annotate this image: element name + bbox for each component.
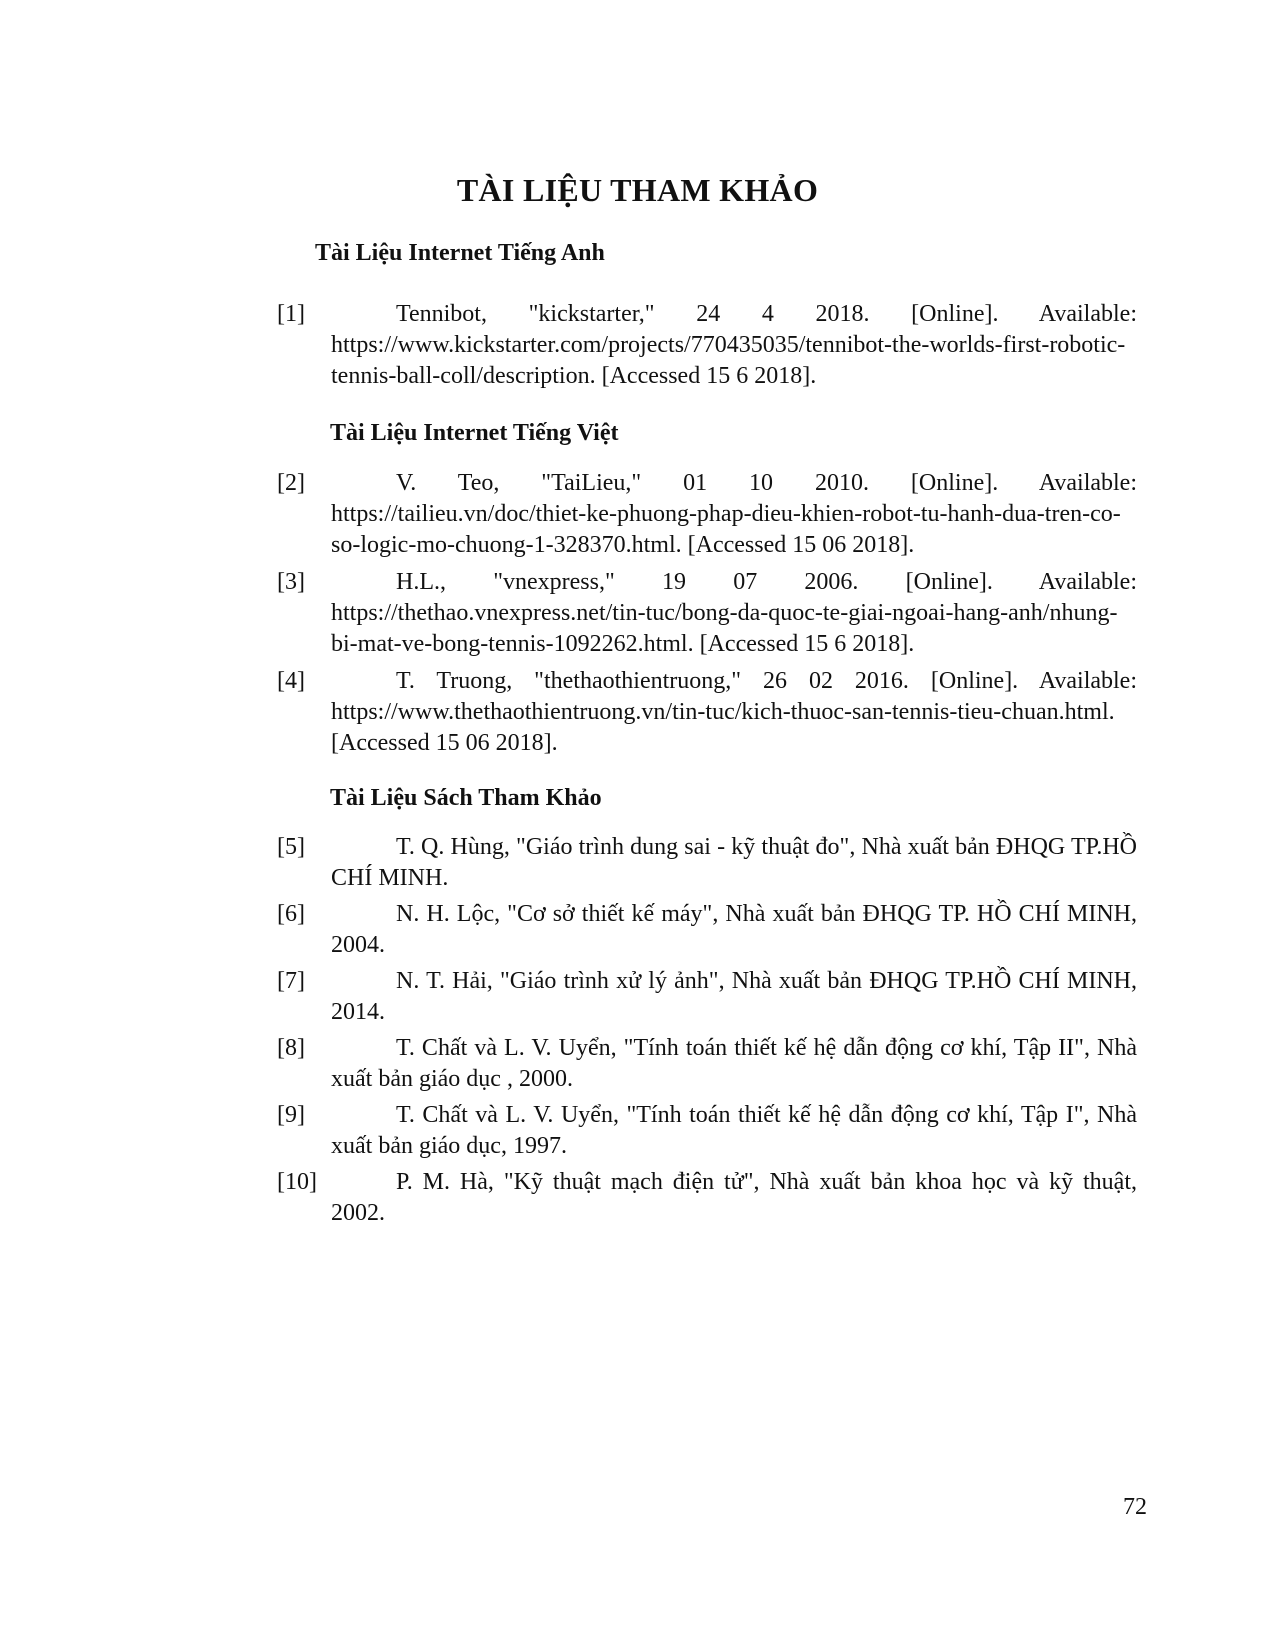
reference-text: T. Chất và L. V. Uyển, "Tính toán thiết kế hệ dẫn động cơ khí, Tập II", Nhà xuất bản giáo dục , 2000. (331, 1035, 1137, 1092)
section-heading-reference-books: Tài Liệu Sách Tham Khảo (330, 785, 602, 811)
reference-number: [2] (277, 470, 305, 496)
reference-number: [8] (277, 1035, 305, 1061)
reference-item (277, 299, 1137, 392)
page-title: TÀI LIỆU THAM KHẢO (456, 172, 819, 208)
section-heading-internet-vietnamese: Tài Liệu Internet Tiếng Việt (330, 420, 619, 446)
reference-item (277, 1033, 1137, 1095)
reference-text: T. Chất và L. V. Uyển, "Tính toán thiết kế hệ dẫn động cơ khí, Tập I", Nhà xuất bản giáo dục, 1997. (331, 1102, 1137, 1159)
reference-item (277, 899, 1137, 961)
page-number: 72 (1123, 1494, 1147, 1520)
reference-text: V. Teo, "TaiLieu," 01 10 2010. [Online]. Available: https://tailieu.vn/doc/thiet-ke-phuong-phap-dieu-khien-robot-tu-hanh-dua-tren-co-so-logic-mo-chuong-1-328370.html. [Accessed 15 06 2018]. (331, 470, 1137, 558)
reference-number: [3] (277, 569, 305, 595)
section-heading-internet-english: Tài Liệu Internet Tiếng Anh (315, 240, 605, 266)
reference-item (277, 1167, 1137, 1229)
reference-number: [9] (277, 1102, 305, 1128)
reference-text: T. Truong, "thethaothientruong," 26 02 2016. [Online]. Available: https://www.thethaothientruong.vn/tin-tuc/kich-thuoc-san-tennis-tieu-chuan.html. [Accessed 15 06 2018]. (331, 668, 1137, 756)
reference-item (277, 1100, 1137, 1162)
reference-number: [4] (277, 668, 305, 694)
reference-number: [7] (277, 968, 305, 994)
reference-text: N. H. Lộc, "Cơ sở thiết kế máy", Nhà xuất bản ĐHQG TP. HỒ CHÍ MINH, 2004. (331, 901, 1137, 958)
reference-item (277, 832, 1137, 894)
reference-number: [10] (277, 1169, 317, 1195)
reference-text: T. Q. Hùng, "Giáo trình dung sai - kỹ thuật đo", Nhà xuất bản ĐHQG TP.HỒ CHÍ MINH. (331, 834, 1137, 891)
reference-item (277, 468, 1137, 561)
reference-number: [5] (277, 834, 305, 860)
reference-text: P. M. Hà, "Kỹ thuật mạch điện tử", Nhà xuất bản khoa học và kỹ thuật, 2002. (331, 1169, 1137, 1226)
reference-item (277, 966, 1137, 1028)
reference-text: Tennibot, "kickstarter," 24 4 2018. [Online]. Available: https://www.kickstarter.com/projects/770435035/tennibot-the-worlds-first-robotic-tennis-ball-coll/description. [Accessed 15 6 2018]. (331, 301, 1137, 389)
reference-text: N. T. Hải, "Giáo trình xử lý ảnh", Nhà xuất bản ĐHQG TP.HỒ CHÍ MINH, 2014. (331, 968, 1137, 1025)
reference-number: [1] (277, 301, 305, 327)
reference-item (277, 666, 1137, 759)
reference-number: [6] (277, 901, 305, 927)
reference-text: H.L., "vnexpress," 19 07 2006. [Online]. Available: https://thethao.vnexpress.net/tin-tuc/bong-da-quoc-te-giai-ngoai-hang-anh/nhung-bi-mat-ve-bong-tennis-1092262.html. [Accessed 15 6 2018]. (331, 569, 1137, 657)
reference-item (277, 567, 1137, 660)
